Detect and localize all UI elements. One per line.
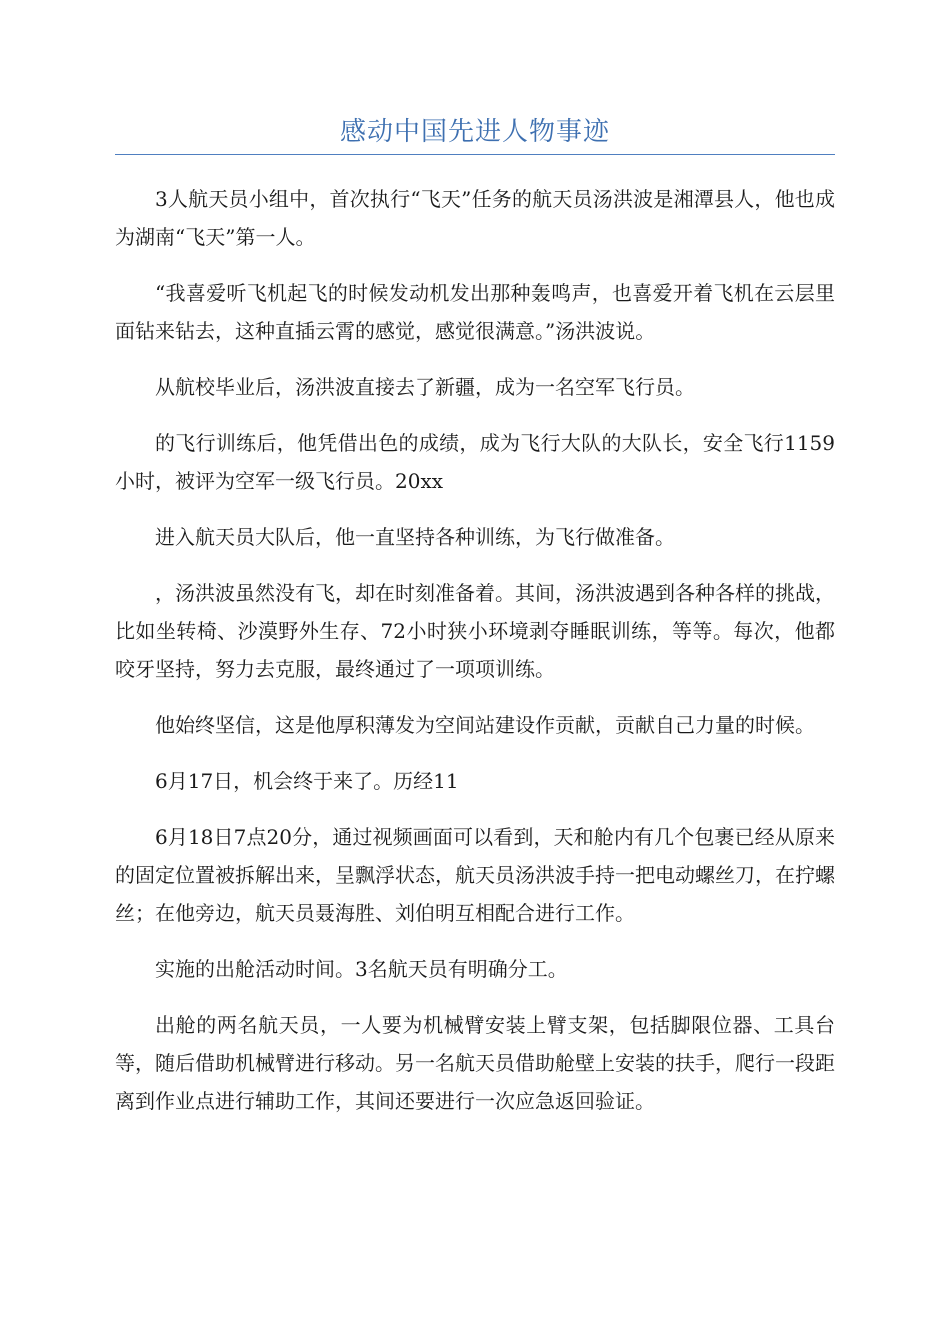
- document-body: [115, 180, 835, 1138]
- paragraph: 6月17日，机会终于来了。历经11: [155, 769, 459, 793]
- paragraph: 的飞行训练后，他凭借出色的成绩，成为飞行大队的大队长，安全飞行1159小时，被评为空军一级飞行员。20xx: [115, 431, 835, 493]
- paragraph: 出舱的两名航天员，一人要为机械臂安装上臂支架，包括脚限位器、工具台等，随后借助机械臂进行移动。另一名航天员借助舱壁上安装的扶手，爬行一段距离到作业点进行辅助工作，其间还要进行一次应急返回验证。: [115, 1013, 835, 1113]
- paragraph: 6月18日7点20分，通过视频画面可以看到，天和舱内有几个包裹已经从原来的固定位置被拆解出来，呈飘浮状态，航天员汤洪波手持一把电动螺丝刀，在拧螺丝；在他旁边，航天员聂海胜、刘伯明互相配合进行工作。: [115, 825, 835, 925]
- paragraph: “我喜爱听飞机起飞的时候发动机发出那种轰鸣声，也喜爱开着飞机在云层里面钻来钻去，这种直插云霄的感觉，感觉很满意。”汤洪波说。: [115, 281, 835, 343]
- paragraph: 进入航天员大队后，他一直坚持各种训练，为飞行做准备。: [155, 525, 675, 549]
- title-underline: [115, 154, 835, 155]
- page-title: 感动中国先进人物事迹: [339, 117, 610, 147]
- paragraph: ，汤洪波虽然没有飞，却在时刻准备着。其间，汤洪波遇到各种各样的挑战，比如坐转椅、沙漠野外生存、72小时狭小环境剥夺睡眠训练，等等。每次，他都咬牙坚持，努力去克服，最终通过了一项项训练。: [115, 581, 835, 681]
- paragraph: 从航校毕业后，汤洪波直接去了新疆，成为一名空军飞行员。: [155, 375, 695, 399]
- paragraph: 实施的出舱活动时间。3名航天员有明确分工。: [155, 957, 568, 981]
- paragraph: 他始终坚信，这是他厚积薄发为空间站建设作贡献，贡献自己力量的时候。: [155, 713, 815, 737]
- paragraph: 3人航天员小组中，首次执行“飞天”任务的航天员汤洪波是湘潭县人，他也成为湖南“飞天”第一人。: [115, 187, 835, 249]
